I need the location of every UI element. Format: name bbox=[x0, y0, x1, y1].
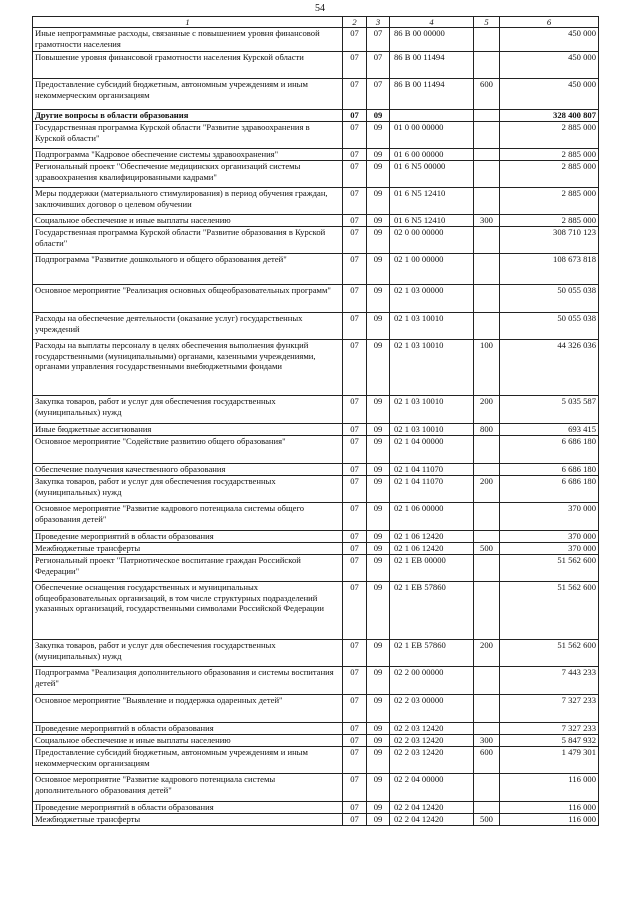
expense-name-cell: Подпрограмма "Реализация дополнительного образования и системы воспитания детей" bbox=[33, 667, 343, 695]
expense-type-cell: 100 bbox=[474, 340, 500, 396]
amount-cell: 308 710 123 bbox=[500, 227, 599, 254]
expense-name-cell: Закупка товаров, работ и услуг для обеспечения государственных (муниципальных) нужд bbox=[33, 476, 343, 503]
target-article-cell: 02 1 03 10010 bbox=[390, 313, 474, 340]
target-article-cell: 86 В 00 00000 bbox=[390, 28, 474, 52]
amount-cell: 450 000 bbox=[500, 28, 599, 52]
subsection-code-cell: 09 bbox=[367, 555, 390, 582]
table-row bbox=[33, 436, 599, 464]
section-code-cell: 07 bbox=[343, 774, 367, 802]
target-article-cell: 02 1 EB 57860 bbox=[390, 640, 474, 667]
target-article-cell: 02 2 04 00000 bbox=[390, 774, 474, 802]
expense-name-cell: Проведение мероприятий в области образования bbox=[33, 723, 343, 735]
amount-cell: 116 000 bbox=[500, 802, 599, 814]
column-header: 2 bbox=[343, 17, 367, 28]
expense-type-cell bbox=[474, 227, 500, 254]
table-row bbox=[33, 149, 599, 161]
amount-cell: 7 327 233 bbox=[500, 723, 599, 735]
table-row bbox=[33, 555, 599, 582]
target-article-cell: 02 2 03 00000 bbox=[390, 695, 474, 723]
expense-name-cell: Предоставление субсидий бюджетным, автономным учреждениям и иным некоммерческим организациям bbox=[33, 747, 343, 774]
table-row bbox=[33, 503, 599, 531]
table-row bbox=[33, 79, 599, 110]
amount-cell: 51 562 600 bbox=[500, 582, 599, 640]
table-row bbox=[33, 227, 599, 254]
expense-name-cell: Проведение мероприятий в области образования bbox=[33, 802, 343, 814]
subsection-code-cell: 09 bbox=[367, 436, 390, 464]
amount-cell: 7 327 233 bbox=[500, 695, 599, 723]
expense-type-cell: 300 bbox=[474, 735, 500, 747]
expense-type-cell bbox=[474, 122, 500, 149]
expense-type-cell bbox=[474, 436, 500, 464]
table-row bbox=[33, 774, 599, 802]
expense-name-cell: Обеспечение получения качественного образования bbox=[33, 464, 343, 476]
amount-cell: 328 400 807 bbox=[500, 110, 599, 122]
table-row bbox=[33, 424, 599, 436]
section-code-cell: 07 bbox=[343, 476, 367, 503]
target-article-cell: 02 1 06 12420 bbox=[390, 543, 474, 555]
section-code-cell: 07 bbox=[343, 436, 367, 464]
amount-cell: 450 000 bbox=[500, 52, 599, 79]
section-code-cell: 07 bbox=[343, 79, 367, 110]
target-article-cell: 01 0 00 00000 bbox=[390, 122, 474, 149]
expense-name-cell: Обеспечение оснащения государственных и муниципальных общеобразовательных организаций, в том числе структурных подразделений указанных организаций, государственными символами Российской Федерации bbox=[33, 582, 343, 640]
target-article-cell: 02 0 00 00000 bbox=[390, 227, 474, 254]
expense-name-cell: Иные бюджетные ассигнования bbox=[33, 424, 343, 436]
expense-name-cell: Основное мероприятие "Развитие кадрового потенциала системы дополнительного образования детей" bbox=[33, 774, 343, 802]
section-code-cell: 07 bbox=[343, 122, 367, 149]
section-code-cell: 07 bbox=[343, 640, 367, 667]
section-code-cell: 07 bbox=[343, 396, 367, 424]
subsection-code-cell: 09 bbox=[367, 313, 390, 340]
expense-type-cell: 200 bbox=[474, 640, 500, 667]
expense-type-cell bbox=[474, 503, 500, 531]
table-row bbox=[33, 464, 599, 476]
amount-cell: 6 686 180 bbox=[500, 464, 599, 476]
expense-type-cell bbox=[474, 802, 500, 814]
subsection-code-cell: 09 bbox=[367, 149, 390, 161]
section-code-cell: 07 bbox=[343, 215, 367, 227]
column-header: 6 bbox=[500, 17, 599, 28]
target-article-cell: 02 1 06 12420 bbox=[390, 531, 474, 543]
amount-cell: 51 562 600 bbox=[500, 555, 599, 582]
section-code-cell: 07 bbox=[343, 149, 367, 161]
subsection-code-cell: 09 bbox=[367, 503, 390, 531]
expense-name-cell: Иные непрограммные расходы, связанные с повышением уровня финансовой грамотности населения bbox=[33, 28, 343, 52]
target-article-cell: 02 1 EB 00000 bbox=[390, 555, 474, 582]
subsection-code-cell: 09 bbox=[367, 640, 390, 667]
amount-cell: 370 000 bbox=[500, 543, 599, 555]
section-code-cell: 07 bbox=[343, 695, 367, 723]
target-article-cell: 01 6 N5 12410 bbox=[390, 188, 474, 215]
expense-type-cell: 600 bbox=[474, 747, 500, 774]
subsection-code-cell: 09 bbox=[367, 188, 390, 215]
expense-type-cell bbox=[474, 188, 500, 215]
table-row bbox=[33, 476, 599, 503]
section-code-cell: 07 bbox=[343, 52, 367, 79]
expense-type-cell: 500 bbox=[474, 814, 500, 826]
table-row bbox=[33, 747, 599, 774]
table-row bbox=[33, 582, 599, 640]
table-row bbox=[33, 285, 599, 313]
amount-cell: 108 673 818 bbox=[500, 254, 599, 285]
amount-cell: 116 000 bbox=[500, 814, 599, 826]
section-code-cell: 07 bbox=[343, 543, 367, 555]
amount-cell: 2 885 000 bbox=[500, 122, 599, 149]
amount-cell: 50 055 038 bbox=[500, 285, 599, 313]
amount-cell: 116 000 bbox=[500, 774, 599, 802]
subsection-code-cell: 07 bbox=[367, 79, 390, 110]
amount-cell: 5 847 932 bbox=[500, 735, 599, 747]
expense-name-cell: Закупка товаров, работ и услуг для обеспечения государственных (муниципальных) нужд bbox=[33, 640, 343, 667]
table-header-row bbox=[33, 17, 599, 28]
expense-type-cell bbox=[474, 285, 500, 313]
amount-cell: 50 055 038 bbox=[500, 313, 599, 340]
section-code-cell: 07 bbox=[343, 747, 367, 774]
amount-cell: 7 443 233 bbox=[500, 667, 599, 695]
subsection-code-cell: 09 bbox=[367, 531, 390, 543]
target-article-cell: 02 1 03 00000 bbox=[390, 285, 474, 313]
subsection-code-cell: 09 bbox=[367, 543, 390, 555]
target-article-cell: 86 В 00 11494 bbox=[390, 52, 474, 79]
section-code-cell: 07 bbox=[343, 503, 367, 531]
section-code-cell: 07 bbox=[343, 254, 367, 285]
table-row bbox=[33, 254, 599, 285]
table-row bbox=[33, 814, 599, 826]
subsection-code-cell: 09 bbox=[367, 814, 390, 826]
expense-name-cell: Государственная программа Курской области "Развитие здравоохранения в Курской области" bbox=[33, 122, 343, 149]
target-article-cell: 02 1 03 10010 bbox=[390, 340, 474, 396]
subsection-code-cell: 07 bbox=[367, 28, 390, 52]
expense-type-cell: 200 bbox=[474, 396, 500, 424]
expense-type-cell bbox=[474, 555, 500, 582]
amount-cell: 6 686 180 bbox=[500, 476, 599, 503]
amount-cell: 370 000 bbox=[500, 503, 599, 531]
subsection-code-cell: 09 bbox=[367, 122, 390, 149]
target-article-cell: 02 1 03 10010 bbox=[390, 396, 474, 424]
expense-type-cell bbox=[474, 313, 500, 340]
expense-name-cell: Основное мероприятие "Выявление и поддержка одаренных детей" bbox=[33, 695, 343, 723]
expense-name-cell: Проведение мероприятий в области образования bbox=[33, 531, 343, 543]
expense-name-cell: Основное мероприятие "Реализация основных общеобразовательных программ" bbox=[33, 285, 343, 313]
subsection-code-cell: 09 bbox=[367, 340, 390, 396]
subsection-code-cell: 09 bbox=[367, 723, 390, 735]
section-code-cell: 07 bbox=[343, 188, 367, 215]
amount-cell: 51 562 600 bbox=[500, 640, 599, 667]
table-row bbox=[33, 188, 599, 215]
target-article-cell bbox=[390, 110, 474, 122]
subsection-code-cell: 09 bbox=[367, 802, 390, 814]
table-row bbox=[33, 667, 599, 695]
subsection-code-cell: 09 bbox=[367, 747, 390, 774]
target-article-cell: 02 1 EB 57860 bbox=[390, 582, 474, 640]
table-row bbox=[33, 122, 599, 149]
subsection-code-cell: 09 bbox=[367, 285, 390, 313]
expense-type-cell bbox=[474, 774, 500, 802]
subsection-code-cell: 09 bbox=[367, 735, 390, 747]
target-article-cell: 02 1 00 00000 bbox=[390, 254, 474, 285]
table-row bbox=[33, 52, 599, 79]
table-row bbox=[33, 695, 599, 723]
target-article-cell: 02 2 03 12420 bbox=[390, 735, 474, 747]
section-code-cell: 07 bbox=[343, 227, 367, 254]
target-article-cell: 86 В 00 11494 bbox=[390, 79, 474, 110]
expense-name-cell: Социальное обеспечение и иные выплаты населению bbox=[33, 215, 343, 227]
table-row bbox=[33, 313, 599, 340]
table-row bbox=[33, 735, 599, 747]
expense-name-cell: Основное мероприятие "Содействие развитию общего образования" bbox=[33, 436, 343, 464]
table-row bbox=[33, 723, 599, 735]
page-number: 54 bbox=[315, 3, 325, 14]
subsection-code-cell: 09 bbox=[367, 774, 390, 802]
amount-cell: 693 415 bbox=[500, 424, 599, 436]
amount-cell: 450 000 bbox=[500, 79, 599, 110]
target-article-cell: 02 2 04 12420 bbox=[390, 802, 474, 814]
section-code-cell: 07 bbox=[343, 667, 367, 695]
table-row bbox=[33, 161, 599, 188]
amount-cell: 370 000 bbox=[500, 531, 599, 543]
section-code-cell: 07 bbox=[343, 735, 367, 747]
expense-type-cell bbox=[474, 52, 500, 79]
expense-name-cell: Социальное обеспечение и иные выплаты населению bbox=[33, 735, 343, 747]
expense-name-cell: Региональный проект "Обеспечение медицинских организаций системы здравоохранения квалифицированными кадрами" bbox=[33, 161, 343, 188]
target-article-cell: 01 6 N5 00000 bbox=[390, 161, 474, 188]
amount-cell: 5 035 587 bbox=[500, 396, 599, 424]
expense-name-cell: Межбюджетные трансферты bbox=[33, 543, 343, 555]
expense-type-cell bbox=[474, 695, 500, 723]
expense-type-cell bbox=[474, 464, 500, 476]
expense-name-cell: Расходы на выплаты персоналу в целях обеспечения выполнения функций государственными (муниципальными) органами, казенными учреждениями, органами управления государственными внебюджетными фондами bbox=[33, 340, 343, 396]
subsection-code-cell: 09 bbox=[367, 227, 390, 254]
target-article-cell: 02 2 04 12420 bbox=[390, 814, 474, 826]
expense-type-cell bbox=[474, 28, 500, 52]
subsection-code-cell: 09 bbox=[367, 464, 390, 476]
column-header: 5 bbox=[474, 17, 500, 28]
expense-type-cell: 800 bbox=[474, 424, 500, 436]
expense-type-cell bbox=[474, 531, 500, 543]
amount-cell: 1 479 301 bbox=[500, 747, 599, 774]
table-row bbox=[33, 28, 599, 52]
target-article-cell: 01 6 N5 12410 bbox=[390, 215, 474, 227]
expense-name-cell: Предоставление субсидий бюджетным, автономным учреждениям и иным некоммерческим организациям bbox=[33, 79, 343, 110]
expense-name-cell: Государственная программа Курской области "Развитие образования в Курской области" bbox=[33, 227, 343, 254]
section-code-cell: 07 bbox=[343, 723, 367, 735]
subsection-code-cell: 07 bbox=[367, 52, 390, 79]
table-row bbox=[33, 531, 599, 543]
expense-name-cell: Подпрограмма "Развитие дошкольного и общего образования детей" bbox=[33, 254, 343, 285]
target-article-cell: 02 1 03 10010 bbox=[390, 424, 474, 436]
expense-type-cell bbox=[474, 667, 500, 695]
column-header: 3 bbox=[367, 17, 390, 28]
table-row bbox=[33, 802, 599, 814]
expense-name-cell: Другие вопросы в области образования bbox=[33, 110, 343, 122]
expense-name-cell: Межбюджетные трансферты bbox=[33, 814, 343, 826]
target-article-cell: 02 1 04 11070 bbox=[390, 464, 474, 476]
expense-name-cell: Закупка товаров, работ и услуг для обеспечения государственных (муниципальных) нужд bbox=[33, 396, 343, 424]
section-code-cell: 07 bbox=[343, 424, 367, 436]
subsection-code-cell: 09 bbox=[367, 476, 390, 503]
expense-type-cell: 600 bbox=[474, 79, 500, 110]
section-code-cell: 07 bbox=[343, 161, 367, 188]
table-row bbox=[33, 110, 599, 122]
target-article-cell: 02 2 03 12420 bbox=[390, 723, 474, 735]
subsection-code-cell: 09 bbox=[367, 215, 390, 227]
table-row bbox=[33, 543, 599, 555]
section-code-cell: 07 bbox=[343, 555, 367, 582]
section-code-cell: 07 bbox=[343, 814, 367, 826]
amount-cell: 2 885 000 bbox=[500, 149, 599, 161]
target-article-cell: 01 6 00 00000 bbox=[390, 149, 474, 161]
section-code-cell: 07 bbox=[343, 802, 367, 814]
section-code-cell: 07 bbox=[343, 340, 367, 396]
subsection-code-cell: 09 bbox=[367, 110, 390, 122]
target-article-cell: 02 1 04 11070 bbox=[390, 476, 474, 503]
amount-cell: 6 686 180 bbox=[500, 436, 599, 464]
subsection-code-cell: 09 bbox=[367, 254, 390, 285]
expense-name-cell: Меры поддержки (материального стимулирования) в период обучения граждан, заключивших договор о целевом обучении bbox=[33, 188, 343, 215]
target-article-cell: 02 1 06 00000 bbox=[390, 503, 474, 531]
section-code-cell: 07 bbox=[343, 582, 367, 640]
budget-table-body bbox=[33, 17, 599, 826]
expense-name-cell: Основное мероприятие "Развитие кадрового потенциала системы общего образования детей" bbox=[33, 503, 343, 531]
expense-type-cell bbox=[474, 254, 500, 285]
expense-name-cell: Повышение уровня финансовой грамотности населения Курской области bbox=[33, 52, 343, 79]
expense-name-cell: Региональный проект "Патриотическое воспитание граждан Российской Федерации" bbox=[33, 555, 343, 582]
section-code-cell: 07 bbox=[343, 464, 367, 476]
section-code-cell: 07 bbox=[343, 313, 367, 340]
target-article-cell: 02 2 03 12420 bbox=[390, 747, 474, 774]
expense-type-cell bbox=[474, 161, 500, 188]
expense-type-cell bbox=[474, 723, 500, 735]
expense-type-cell bbox=[474, 149, 500, 161]
table-row bbox=[33, 396, 599, 424]
section-code-cell: 07 bbox=[343, 110, 367, 122]
amount-cell: 2 885 000 bbox=[500, 188, 599, 215]
amount-cell: 2 885 000 bbox=[500, 161, 599, 188]
expense-name-cell: Подпрограмма "Кадровое обеспечение системы здравоохранения" bbox=[33, 149, 343, 161]
amount-cell: 44 326 036 bbox=[500, 340, 599, 396]
expense-type-cell bbox=[474, 110, 500, 122]
subsection-code-cell: 09 bbox=[367, 667, 390, 695]
section-code-cell: 07 bbox=[343, 531, 367, 543]
table-row bbox=[33, 640, 599, 667]
subsection-code-cell: 09 bbox=[367, 396, 390, 424]
target-article-cell: 02 1 04 00000 bbox=[390, 436, 474, 464]
column-header: 1 bbox=[33, 17, 343, 28]
expense-type-cell: 300 bbox=[474, 215, 500, 227]
expense-type-cell: 500 bbox=[474, 543, 500, 555]
column-header: 4 bbox=[390, 17, 474, 28]
expense-type-cell bbox=[474, 582, 500, 640]
amount-cell: 2 885 000 bbox=[500, 215, 599, 227]
subsection-code-cell: 09 bbox=[367, 424, 390, 436]
target-article-cell: 02 2 00 00000 bbox=[390, 667, 474, 695]
expense-type-cell: 200 bbox=[474, 476, 500, 503]
section-code-cell: 07 bbox=[343, 28, 367, 52]
expense-name-cell: Расходы на обеспечение деятельности (оказание услуг) государственных учреждений bbox=[33, 313, 343, 340]
table-row bbox=[33, 215, 599, 227]
section-code-cell: 07 bbox=[343, 285, 367, 313]
subsection-code-cell: 09 bbox=[367, 161, 390, 188]
table-row bbox=[33, 340, 599, 396]
budget-table bbox=[32, 16, 599, 826]
subsection-code-cell: 09 bbox=[367, 582, 390, 640]
subsection-code-cell: 09 bbox=[367, 695, 390, 723]
